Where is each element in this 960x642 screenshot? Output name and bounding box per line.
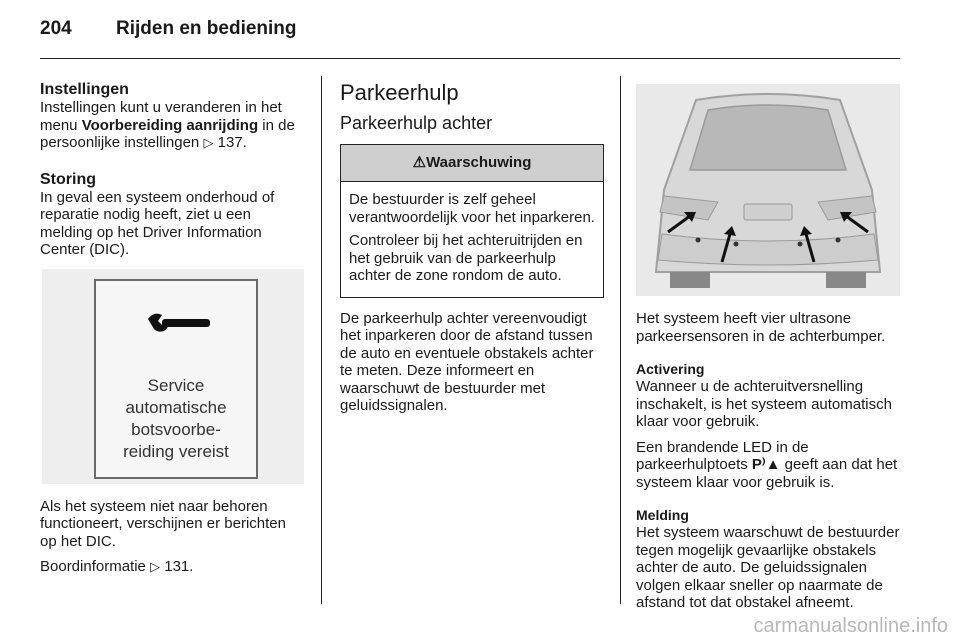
settings-ref: 137 — [217, 134, 243, 151]
left-column — [40, 80, 306, 584]
warning-header: ⚠Waarschuwing — [341, 145, 603, 182]
sensors-paragraph: Het systeem heeft vier ultrasone parkeersensoren in de achterbumper. — [636, 310, 886, 345]
dic-illustration — [42, 269, 304, 484]
park-assist-description: De parkeerhulp achter vereenvoudigt het inparkeren door de afstand tussen de auto en eventuele obstakels achter te meten. Deze informeert en waarschuwt de bestuurder met geluidssignalen. — [340, 309, 594, 414]
middle-column — [340, 80, 604, 423]
settings-paragraph: Instellingen kunt u veranderen in het menu Voorbereiding aanrijding in de persoonlijke instellingen ▷ 137. — [40, 99, 295, 151]
warning-body — [341, 182, 603, 297]
right-column — [636, 80, 900, 620]
wrench-icon — [96, 281, 256, 371]
car-rear-drawing — [636, 84, 900, 296]
chapter-title: Rijden en bediening — [116, 18, 297, 39]
section-title: Parkeerhulp — [340, 80, 459, 105]
watermark: carmanualsonline.info — [753, 615, 948, 637]
header-rule — [40, 58, 900, 59]
park-assist-icon: P⁾▲ — [751, 456, 781, 473]
message-paragraph: Het systeem waarschuwt de bestuurder tegen mogelijk gevaarlijke obstakels achter de auto. De geluidssignalen volgen elkaar sneller op naarmate de afstand tot dat obstakel afneemt. — [636, 524, 900, 611]
activation-paragraph-1: Wanneer u de achteruitversnelling inschakelt, is het systeem automatisch klaar voor gebruik. — [636, 378, 892, 430]
page-ref-icon: ▷ — [203, 135, 214, 150]
column-divider — [620, 76, 621, 604]
fault-heading: Storing — [40, 170, 96, 188]
section-subtitle: Parkeerhulp achter — [340, 113, 493, 133]
warning-paragraph-2: Controleer bij het achteruitrijden en het gebruik van de parkeerhulp achter de zone rondom de auto. — [349, 232, 583, 284]
activation-paragraph-2: Een brandende LED in de parkeerhulptoets P⁾▲ geeft aan dat het systeem klaar voor gebruik is. — [636, 438, 898, 491]
fault-paragraph: In geval een systeem onderhoud of reparatie nodig heeft, ziet u een melding op het Driver Information Center (DIC). — [40, 188, 275, 258]
menu-name: Voorbereiding aanrijding — [81, 116, 259, 134]
message-heading: Melding — [636, 507, 689, 523]
activation-heading: Activering — [636, 361, 705, 377]
column-divider — [321, 76, 322, 604]
page-header — [40, 18, 297, 40]
warning-paragraph-1: De bestuurder is zelf geheel verantwoordelijk voor het inparkeren. — [349, 191, 595, 226]
malfunction-paragraph: Als het systeem niet naar behoren functioneert, verschijnen er berichten op het DIC. — [40, 497, 286, 550]
warning-triangle-icon: ⚠ — [412, 154, 427, 171]
board-info-line: Boordinformatie ▷ 131. — [40, 558, 194, 575]
settings-heading: Instellingen — [40, 81, 129, 98]
dic-display — [94, 279, 258, 479]
page-ref-icon: ▷ — [150, 559, 161, 574]
dic-message: Service automatische botsvoorbe- reiding vereist — [123, 375, 229, 461]
warning-box — [340, 144, 604, 298]
board-ref: 131 — [164, 558, 190, 575]
car-rear-illustration — [636, 84, 900, 296]
page-number: 204 — [40, 18, 72, 39]
